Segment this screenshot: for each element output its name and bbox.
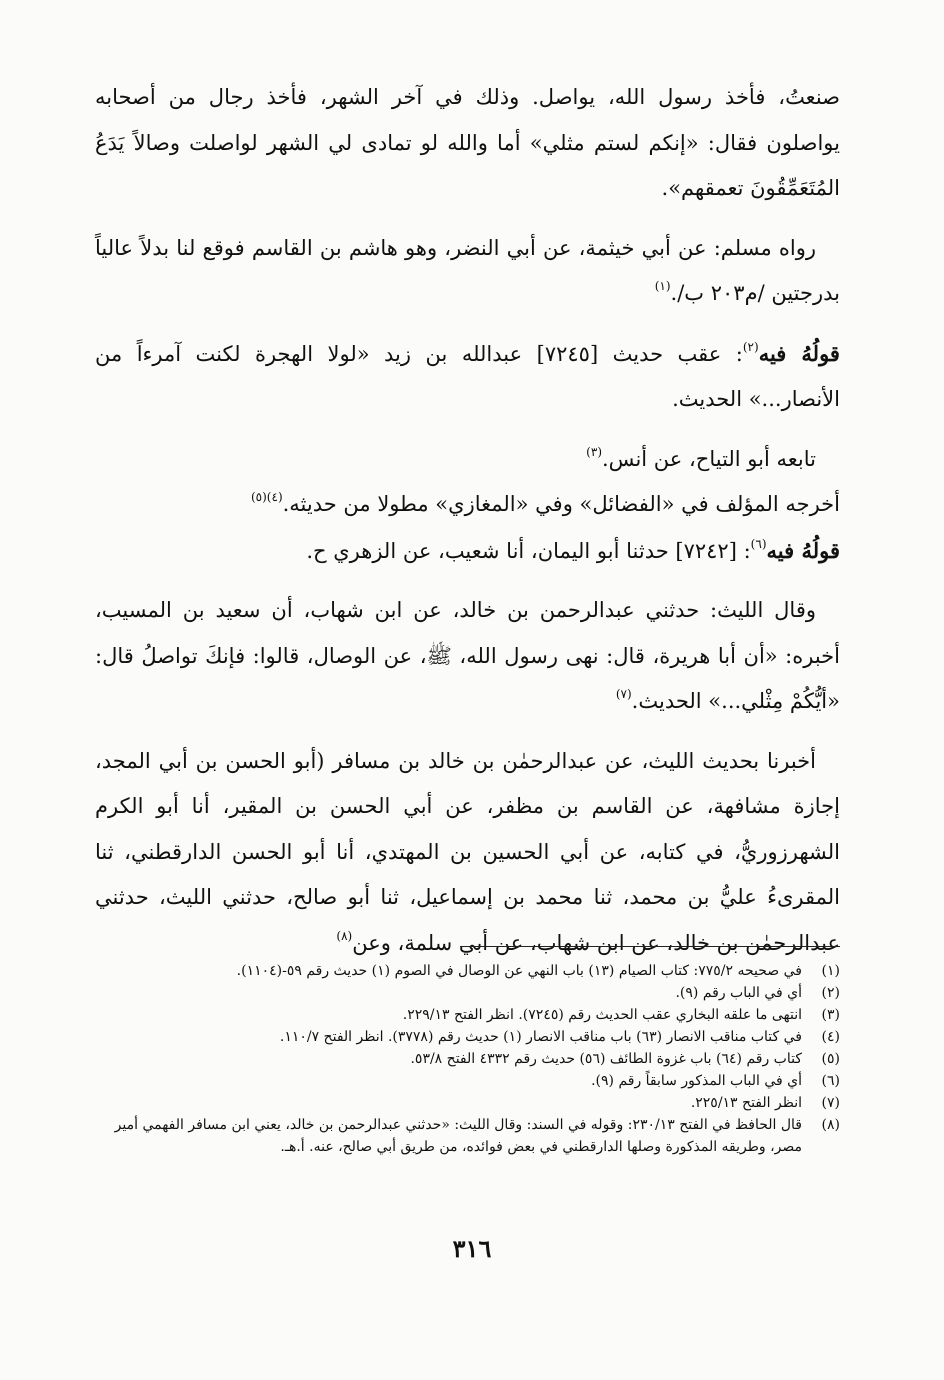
footnote-item: (٧) انظر الفتح ٢٢٥/١٣.: [690, 1095, 840, 1111]
footnote-item: (٣) انتهى ما علقه البخاري عقب الحديث رقم (٧٢٤٥). انظر الفتح ٢٢٩/١٣.: [402, 1007, 840, 1023]
footnote-item: (٥) كتاب رقم (٦٤) باب غزوة الطائف (٥٦) حديث رقم ٤٣٣٢ الفتح ٥٣/٨.: [410, 1051, 840, 1067]
paragraph-1: صنعتُ، فأخذ رسول الله، يواصل. وذلك في آخر الشهر، فأخذ رجال من أصحابه يواصلون فقال: «إنكم لستم مثلي» أما والله لو تمادى لي الشهر لواصلت وصالاً يَدَعُ المُتَعَمِّقُونَ تعمقهم».: [95, 85, 840, 200]
main-text: [95, 75, 840, 980]
footnote-ref[interactable]: (٨): [336, 928, 353, 943]
paragraph-3: قولُهُ فيه$^{(٢)}$: عقب حديث [٧٢٤٥] عبدالله بن زيد «لولا الهجرة لكنت آمرءاً من الأنصار...» الحديث.: [95, 339, 840, 411]
footnote-item: (١) في صحيحه ٧٧٥/٢: كتاب الصيام (١٣) باب النهي عن الوصال في الصوم (١) حديث رقم ٥٩-(١١٠٤).: [236, 963, 840, 979]
paragraph-8: أخبرنا بحديث الليث، عن عبدالرحمٰن بن خالد بن مسافر (أبو الحسن بن أبي المجد، إجازة مشافهة، عن القاسم بن مظفر، عن أبي الحسن بن المقير، أنا أبو الكرم الشهرزوريُّ، في كتابه، عن أبي الحسين بن المهتدي، أنا أبو الحسن الدارقطني، ثنا المقرىءُ عليُّ بن محمد، ثنا محمد بن إسماعيل، ثنا أبو صالح، حدثني الليث، حدثني عبدالرحمٰن بن خالد، عن ابن شهاب، عن أبي سلمة، وعن$^{(٨)}$: [95, 748, 840, 955]
footnote-item: (٤) في كتاب مناقب الانصار (٦٣) باب مناقب الانصار (١) حديث رقم (٣٧٧٨). انظر الفتح ١١٠/٧.: [279, 1029, 840, 1045]
footnote-divider: [460, 946, 840, 947]
footnote-ref[interactable]: (٦): [750, 536, 767, 551]
lead-word: قولُهُ فيه: [766, 537, 840, 563]
paragraph-6: قولُهُ فيه$^{(٦)}$: [٧٢٤٢] حدثنا أبو اليمان، أنا شعيب، عن الزهري ح.: [306, 536, 840, 563]
paragraph-5: أخرجه المؤلف في «الفضائل» وفي «المغازي» مطولا من حديثه.$^{(٤)(٥)}$: [250, 490, 840, 516]
lead-word: قولُهُ فيه: [758, 340, 840, 366]
footnote-ref[interactable]: (٥): [250, 490, 267, 504]
footnote-item: (٢) أي في الباب رقم (٩).: [675, 985, 840, 1001]
footnote-item: (٨) قال الحافظ في الفتح ٢٣٠/١٣: وقوله في السند: وقال الليث: «حدثني عبدالرحمن بن خالد، يعني ابن مسافر الفهمي أمير مصر، وطريقه المذكورة وصلها الدارقطني في بعض فوائده، من طريق أبي صالح، عنه. أ.هـ.: [114, 1117, 840, 1155]
footnote-ref[interactable]: (١): [654, 279, 671, 293]
paragraph-2: رواه مسلم: عن أبي خيثمة، عن أبي النضر، وهو هاشم بن القاسم فوقع لنا بدلاً عالياً بدرجتين /م٢٠٣ ب/.$^{(١)}$: [95, 235, 840, 305]
footnotes: [95, 960, 840, 1158]
paragraph-7: وقال الليث: حدثني عبدالرحمن بن خالد، عن ابن شهاب، أن سعيد بن المسيب، أخبره: «أن أبا هريرة، قال: نهى رسول الله، ﷺ، عن الوصال، قالوا: فإنكَ تواصلُ قال: «أيُّكُمْ مِثْلي...» الحديث.$^{(٧)}$: [95, 598, 840, 713]
footnote-ref[interactable]: (٧): [615, 687, 632, 701]
page-number: ٣١٦: [452, 1234, 492, 1263]
footnote-ref[interactable]: (٢): [742, 339, 759, 354]
footnote-item: (٦) أي في الباب المذكور سابقاً رقم (٩).: [591, 1073, 840, 1089]
footnote-ref[interactable]: (٤): [266, 490, 283, 504]
paragraph-4: تابعه أبو التياح، عن أنس.$^{(٣)}$: [586, 444, 816, 471]
footnote-ref[interactable]: (٣): [586, 444, 602, 459]
